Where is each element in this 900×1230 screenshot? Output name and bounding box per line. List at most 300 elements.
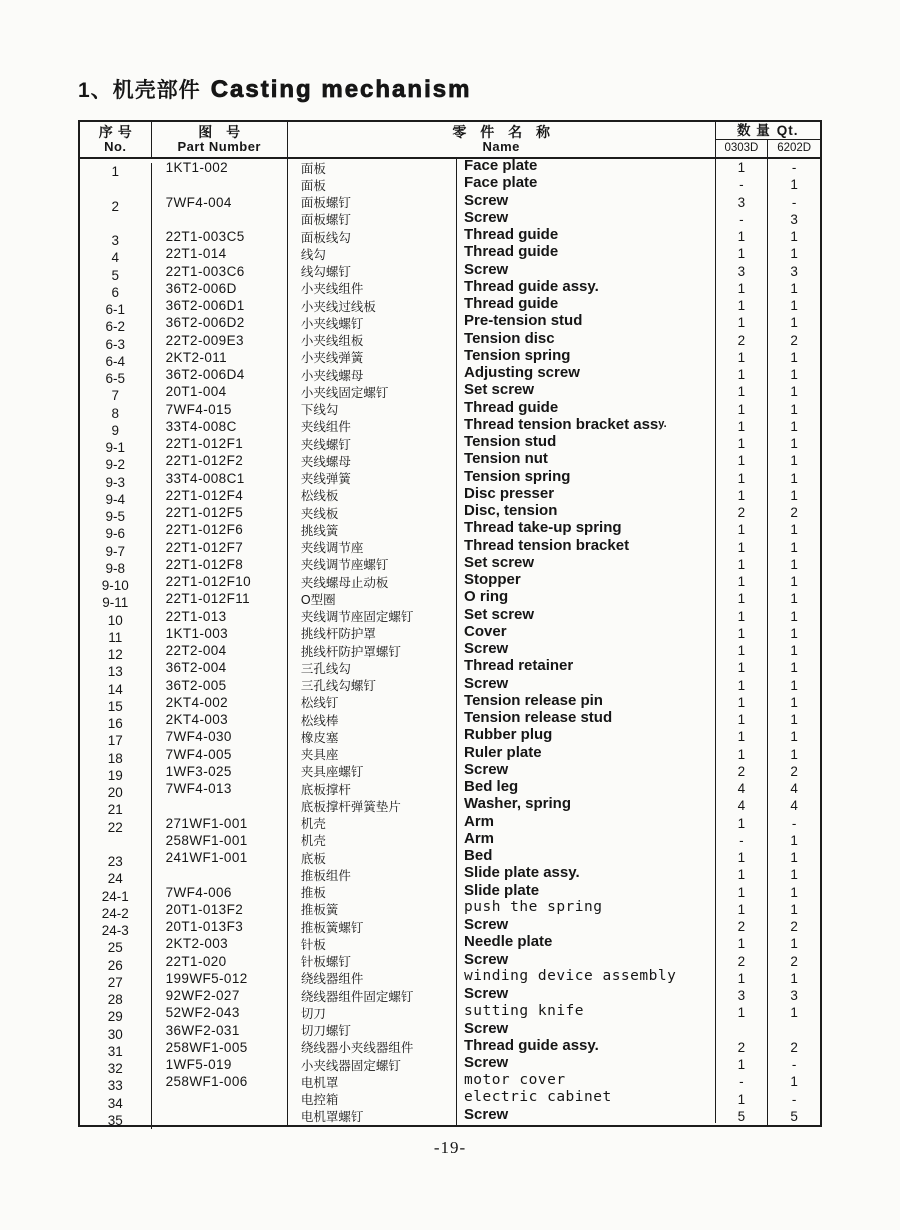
row-part-number	[152, 866, 288, 883]
row-qty-0303d: 1	[716, 556, 769, 573]
row-no: 17	[80, 732, 152, 749]
row-name-en: Tension disc	[457, 330, 716, 347]
row-no: 23	[80, 853, 152, 870]
header-quantity	[716, 122, 820, 157]
row-name-en: Thread guide	[457, 226, 716, 243]
table-row	[80, 1105, 820, 1128]
row-part-number: 258WF1-005	[152, 1039, 288, 1056]
header-part-en: Part Number	[177, 139, 261, 155]
row-no: 5	[80, 267, 152, 284]
row-qty-6202d: 1	[790, 556, 798, 572]
row-name-en: Washer, spring	[457, 795, 716, 812]
header-no	[80, 122, 152, 157]
row-qty-0303d: 1	[716, 728, 769, 745]
row-no: 14	[80, 681, 152, 698]
row-part-number: 22T1-012F2	[152, 452, 288, 469]
row-no: 9-7	[80, 543, 152, 560]
row-qty-6202d: 1	[790, 884, 798, 900]
row-qty-6202d: 1	[790, 436, 798, 452]
row-part-number: 36T2-006D1	[152, 297, 288, 314]
row-qty-0303d: 1	[716, 245, 769, 262]
row-qty-6202d: 1	[790, 712, 798, 728]
row-part-number: 20T1-013F2	[152, 901, 288, 918]
row-qty-0303d: 1	[716, 159, 769, 176]
row-part-number: 20T1-004	[152, 383, 288, 400]
row-qty-0303d: 1	[716, 711, 769, 728]
row-qty-0303d: 4	[716, 797, 769, 814]
row-no: 9	[80, 422, 152, 439]
row-no: 30	[80, 1026, 152, 1043]
row-name-cn: 挑线杆防护罩螺钉	[288, 642, 457, 659]
row-no: 24-3	[80, 922, 152, 939]
row-no: 34	[80, 1095, 152, 1112]
row-no: 22	[80, 819, 152, 836]
row-name-en: Thread take-up spring	[457, 519, 716, 536]
row-name-en: Face plate	[457, 157, 716, 174]
row-qty-0303d: 1	[716, 418, 769, 435]
row-name-en: Face plate	[457, 174, 716, 191]
row-part-number: 199WF5-012	[152, 970, 288, 987]
row-no: 1	[80, 163, 152, 180]
row-name-cn: 小夹线器固定螺钉	[288, 1056, 457, 1073]
row-qty-6202d: 1	[790, 746, 798, 762]
row-name-en: Screw	[457, 1020, 716, 1037]
row-name-cn: 推板簧螺钉	[288, 918, 457, 935]
row-name-cn: 底板撑杆弹簧垫片	[288, 797, 457, 814]
row-qty-0303d: 5	[716, 1108, 769, 1125]
row-part-number: 22T1-012F11	[152, 590, 288, 607]
row-qty-6202d: 1	[790, 591, 798, 607]
row-no: 24	[80, 870, 152, 887]
row-qty-6202d: -	[791, 194, 797, 210]
row-qty-0303d: 1	[716, 1091, 769, 1108]
header-part-cn: 图 号	[198, 123, 246, 140]
row-qty-6202d: 1	[790, 901, 798, 917]
row-qty-0303d: 1	[716, 815, 769, 832]
row-qty-0303d: -	[716, 176, 769, 193]
row-name-en: Rubber plug	[457, 726, 716, 743]
row-no: 9-11	[80, 594, 152, 611]
row-name-en: Tension release pin	[457, 692, 716, 709]
row-no: 27	[80, 974, 152, 991]
row-qty-0303d: 1	[716, 1056, 769, 1073]
page-title	[78, 74, 471, 104]
row-part-number: 36T2-005	[152, 677, 288, 694]
row-name-cn: 夹线螺母止动板	[288, 573, 457, 590]
row-qty-0303d: 1	[716, 401, 769, 418]
row-qty-0303d: 1	[716, 642, 769, 659]
page-title-cn: 1、机壳部件	[78, 79, 201, 102]
row-qty-6202d: -	[791, 160, 797, 176]
row-no: 28	[80, 991, 152, 1008]
row-no: 9-10	[80, 577, 152, 594]
qty-subheader-6202d: 6202D	[777, 141, 812, 154]
row-qty-0303d: 1	[716, 1004, 769, 1021]
row-name-en: O ring	[457, 588, 716, 605]
row-name-cn: 底板撑杆	[288, 780, 457, 797]
row-name-cn: 小夹线组件	[288, 280, 457, 297]
row-name-en: Thread guide	[457, 295, 716, 312]
row-qty-6202d: 1	[790, 625, 798, 641]
row-qty-0303d: 1	[716, 539, 769, 556]
row-qty-0303d: 1	[716, 452, 769, 469]
row-part-number: 1KT1-003	[152, 625, 288, 642]
row-name-cn: 小夹线螺母	[288, 366, 457, 383]
row-name-cn: 推板簧	[288, 901, 457, 918]
row-qty-0303d: 1	[716, 280, 769, 297]
row-qty-0303d: 1	[716, 625, 769, 642]
row-qty-0303d: 1	[716, 228, 769, 245]
row-qty-0303d: 2	[716, 918, 769, 935]
row-name-cn: 三孔线勾	[288, 659, 457, 676]
row-qty-6202d: 5	[790, 1108, 798, 1124]
row-no: 4	[80, 249, 152, 266]
row-qty-0303d: -	[716, 832, 769, 849]
row-part-number: 7WF4-006	[152, 884, 288, 901]
row-name-cn: 线勾螺钉	[288, 263, 457, 280]
row-qty-6202d: 3	[790, 263, 798, 279]
row-no: 35	[80, 1112, 152, 1129]
row-qty-0303d	[716, 1022, 769, 1039]
row-part-number: 20T1-013F3	[152, 918, 288, 935]
row-name-en: Thread retainer	[457, 657, 716, 674]
row-name-cn: 绕线器组件	[288, 970, 457, 987]
row-part-number	[152, 211, 288, 228]
row-part-number: 271WF1-001	[152, 815, 288, 832]
row-qty-0303d: -	[716, 1073, 769, 1090]
row-name-en: Screw	[457, 1106, 716, 1123]
row-name-en: Slide plate assy.	[457, 864, 716, 881]
row-no: 9-4	[80, 491, 152, 508]
row-name-cn: 面板螺钉	[288, 194, 457, 211]
row-part-number: 2KT4-002	[152, 694, 288, 711]
header-name-cn: 零 件 名 称	[452, 123, 556, 140]
row-name-en: winding device assembly	[457, 968, 716, 985]
row-qty-6202d: 2	[790, 1039, 798, 1055]
row-name-cn: 夹线螺钉	[288, 435, 457, 452]
row-part-number: 33T4-008C	[152, 418, 288, 435]
row-part-number: 52WF2-043	[152, 1004, 288, 1021]
row-qty-6202d: 1	[790, 608, 798, 624]
row-qty-6202d: -	[791, 815, 797, 831]
row-name-en: Adjusting screw	[457, 364, 716, 381]
row-no: 6-5	[80, 370, 152, 387]
row-name-cn: 切刀螺钉	[288, 1022, 457, 1039]
row-name-cn: 小夹线固定螺钉	[288, 383, 457, 400]
row-name-en: Screw	[457, 1054, 716, 1071]
row-qty-6202d: 1	[790, 1005, 798, 1021]
row-name-en: Thread guide	[457, 399, 716, 416]
row-qty-0303d: 1	[716, 866, 769, 883]
row-name-en: Arm	[457, 830, 716, 847]
row-qty-0303d: 3	[716, 987, 769, 1004]
row-name-cn: 切刀	[288, 1004, 457, 1021]
header-qty-label	[716, 122, 820, 140]
row-part-number: 36WF2-031	[152, 1022, 288, 1039]
row-qty-6202d: 1	[790, 867, 798, 883]
row-part-number: 22T1-003C6	[152, 263, 288, 280]
row-name-cn: 小夹线组板	[288, 332, 457, 349]
row-part-number: 22T2-004	[152, 642, 288, 659]
row-part-number: 22T1-014	[152, 245, 288, 262]
row-name-en: Thread guide assy.	[457, 1037, 716, 1054]
row-qty-0303d: 1	[716, 590, 769, 607]
row-no: 3	[80, 232, 152, 249]
row-name-en: Tension spring	[457, 468, 716, 485]
row-part-number: 7WF4-005	[152, 746, 288, 763]
row-qty-6202d: 1	[790, 418, 798, 434]
row-qty-6202d: 1	[790, 384, 798, 400]
row-name-cn: 夹线调节座	[288, 539, 457, 556]
row-qty-0303d: 1	[716, 487, 769, 504]
row-part-number: 258WF1-001	[152, 832, 288, 849]
row-name-en: Thread guide	[457, 243, 716, 260]
row-name-cn: 小夹线过线板	[288, 297, 457, 314]
row-no: 7	[80, 387, 152, 404]
row-qty-6202d: 1	[790, 522, 798, 538]
row-name-cn: 松线棒	[288, 711, 457, 728]
row-qty-6202d: 1	[790, 729, 798, 745]
row-name-cn: 绕线器小夹线器组件	[288, 1039, 457, 1056]
row-name-en: Screw	[457, 675, 716, 692]
row-qty-0303d: 1	[716, 573, 769, 590]
row-no: 29	[80, 1008, 152, 1025]
row-qty-6202d: 1	[790, 970, 798, 986]
row-name-en: sutting knife	[457, 1002, 716, 1019]
row-qty-0303d: 1	[716, 659, 769, 676]
row-name-en: Thread tension bracket ass y.	[457, 416, 716, 433]
row-qty-6202d: 1	[790, 487, 798, 503]
row-name-cn: 机壳	[288, 832, 457, 849]
row-part-number: 2KT2-003	[152, 935, 288, 952]
header-qty-en: Qt.	[776, 122, 799, 138]
row-qty-0303d: 1	[716, 677, 769, 694]
row-qty-6202d: 1	[790, 177, 798, 193]
row-qty-0303d: 2	[716, 763, 769, 780]
row-qty-0303d: 1	[716, 935, 769, 952]
row-qty-0303d: 1	[716, 608, 769, 625]
row-no: 15	[80, 698, 152, 715]
row-part-number: 22T1-020	[152, 953, 288, 970]
row-part-number: 1WF5-019	[152, 1056, 288, 1073]
row-no: 21	[80, 801, 152, 818]
row-part-number: 2KT4-003	[152, 711, 288, 728]
row-part-number: 1KT1-002	[152, 159, 288, 176]
row-name-en: electric cabinet	[457, 1089, 716, 1106]
row-name-en: Pre-tension stud	[457, 312, 716, 329]
row-name-cn: 电控箱	[288, 1091, 457, 1108]
row-name-en: Disc, tension	[457, 502, 716, 519]
row-part-number: 36T2-004	[152, 659, 288, 676]
row-name-cn: 三孔线勾螺钉	[288, 677, 457, 694]
row-name-en: Screw	[457, 985, 716, 1002]
row-name-cn: 推板	[288, 884, 457, 901]
row-qty-6202d: -	[791, 1057, 797, 1073]
row-qty-0303d: 1	[716, 970, 769, 987]
row-qty-0303d: 1	[716, 521, 769, 538]
row-no: 18	[80, 750, 152, 767]
row-part-number: 258WF1-006	[152, 1073, 288, 1090]
row-part-number: 2KT2-011	[152, 349, 288, 366]
header-part-number	[152, 122, 288, 157]
row-name-cn: 挑线杆防护罩	[288, 625, 457, 642]
row-no: 2	[80, 198, 152, 215]
qty-subheader-0303d: 0303D	[716, 140, 769, 157]
row-qty-0303d: 2	[716, 332, 769, 349]
row-no: 6	[80, 284, 152, 301]
row-no: 9-2	[80, 456, 152, 473]
row-part-number: 36T2-006D	[152, 280, 288, 297]
row-qty-6202d: 3	[790, 211, 798, 227]
row-no: 24-1	[80, 888, 152, 905]
row-name-en: Screw	[457, 640, 716, 657]
row-qty-0303d: 1	[716, 470, 769, 487]
row-qty-6202d: 1	[790, 660, 798, 676]
row-name-en: push the spring	[457, 899, 716, 916]
row-no: 11	[80, 629, 152, 646]
row-name-en: Screw	[457, 761, 716, 778]
row-no	[80, 836, 152, 853]
parts-table	[78, 120, 822, 1127]
row-no: 9-5	[80, 508, 152, 525]
row-qty-6202d: 1	[790, 367, 798, 383]
row-qty-6202d: 1	[790, 470, 798, 486]
row-qty-0303d: 3	[716, 194, 769, 211]
row-qty-6202d	[768, 1022, 820, 1039]
row-name-en: Arm	[457, 813, 716, 830]
row-name-cn: 面板	[288, 159, 457, 176]
header-qty-models	[716, 140, 820, 157]
row-qty-6202d: 1	[790, 229, 798, 245]
row-part-number: 22T1-012F8	[152, 556, 288, 573]
row-no: 9-8	[80, 560, 152, 577]
row-no: 9-6	[80, 525, 152, 542]
row-no: 6-1	[80, 301, 152, 318]
row-qty-6202d: 1	[790, 574, 798, 590]
row-qty-0303d: 4	[716, 780, 769, 797]
row-name-cn: 挑线簧	[288, 521, 457, 538]
row-no: 6-3	[80, 336, 152, 353]
row-name-cn: 面板线勾	[288, 228, 457, 245]
row-no: 6-4	[80, 353, 152, 370]
row-qty-6202d: 1	[790, 315, 798, 331]
row-name-cn: 电机罩	[288, 1073, 457, 1090]
row-qty-6202d: 1	[790, 401, 798, 417]
row-part-number: 22T1-012F4	[152, 487, 288, 504]
row-qty-6202d: 4	[790, 798, 798, 814]
row-qty-0303d: 2	[716, 953, 769, 970]
row-name-cn: 面板螺钉	[288, 211, 457, 228]
row-qty-0303d: 1	[716, 383, 769, 400]
row-name-en: Needle plate	[457, 933, 716, 950]
row-part-number: 92WF2-027	[152, 987, 288, 1004]
row-qty-0303d: 1	[716, 849, 769, 866]
row-name-en: Disc presser	[457, 485, 716, 502]
row-name-cn: O型圈	[288, 590, 457, 607]
row-part-number	[152, 1091, 288, 1108]
row-name-cn: 橡皮塞	[288, 728, 457, 745]
row-name-en: Set screw	[457, 606, 716, 623]
row-no	[80, 180, 152, 197]
row-qty-6202d: 1	[790, 280, 798, 296]
row-name-cn: 面板	[288, 176, 457, 193]
row-name-en: Screw	[457, 209, 716, 226]
row-no: 31	[80, 1043, 152, 1060]
row-name-cn: 夹线调节座固定螺钉	[288, 608, 457, 625]
page-number: -19-	[433, 1138, 467, 1157]
row-name-cn: 夹线螺母	[288, 452, 457, 469]
row-no: 12	[80, 646, 152, 663]
row-name-cn: 针板螺钉	[288, 953, 457, 970]
row-name-en: motor cover	[457, 1071, 716, 1088]
row-no: 6-2	[80, 318, 152, 335]
row-name-cn: 夹线组件	[288, 418, 457, 435]
row-no: 25	[80, 939, 152, 956]
row-qty-6202d: 1	[790, 539, 798, 555]
row-name-cn: 线勾	[288, 245, 457, 262]
row-name-en: Cover	[457, 623, 716, 640]
row-no: 19	[80, 767, 152, 784]
row-qty-6202d: 2	[790, 763, 798, 779]
row-part-number: 241WF1-001	[152, 849, 288, 866]
row-no: 16	[80, 715, 152, 732]
row-name-cn: 夹线弹簧	[288, 470, 457, 487]
row-name-cn: 夹具座	[288, 746, 457, 763]
row-name-en: Tension stud	[457, 433, 716, 450]
row-qty-6202d: 1	[790, 298, 798, 314]
header-no-en: No.	[104, 139, 127, 155]
row-name-cn: 松线板	[288, 487, 457, 504]
row-name-en: Screw	[457, 261, 716, 278]
row-no: 20	[80, 784, 152, 801]
row-part-number: 36T2-006D2	[152, 314, 288, 331]
row-qty-0303d: -	[716, 211, 769, 228]
header-qty-cn: 数 量	[737, 122, 771, 138]
row-qty-0303d: 1	[716, 694, 769, 711]
row-no: 24-2	[80, 905, 152, 922]
row-qty-6202d: 1	[790, 677, 798, 693]
row-name-en: Bed	[457, 847, 716, 864]
row-name-cn: 绕线器组件固定螺钉	[288, 987, 457, 1004]
row-name-en: Thread guide assy.	[457, 278, 716, 295]
row-name-cn: 机壳	[288, 815, 457, 832]
row-qty-6202d: 1	[790, 349, 798, 365]
row-qty-6202d: 2	[790, 953, 798, 969]
row-part-number: 7WF4-004	[152, 194, 288, 211]
page-title-en: Casting mechanism	[210, 76, 472, 103]
row-name-en: Thread tension bracket	[457, 537, 716, 554]
header-no-cn: 序号	[98, 123, 137, 140]
row-name-cn: 夹线调节座螺钉	[288, 556, 457, 573]
row-name-en: Slide plate	[457, 882, 716, 899]
row-part-number: 22T1-012F10	[152, 573, 288, 590]
row-part-number: 1WF3-025	[152, 763, 288, 780]
row-name-en: Set screw	[457, 381, 716, 398]
row-qty-6202d: 3	[790, 988, 798, 1004]
row-qty-6202d: -	[791, 1091, 797, 1107]
row-no: 8	[80, 405, 152, 422]
row-qty-6202d: 1	[790, 936, 798, 952]
row-qty-0303d: 3	[716, 263, 769, 280]
row-no: 13	[80, 663, 152, 680]
row-no: 9-3	[80, 474, 152, 491]
row-part-number: 22T1-012F6	[152, 521, 288, 538]
row-name-en: Ruler plate	[457, 744, 716, 761]
row-qty-0303d: 2	[716, 1039, 769, 1056]
row-qty-0303d: 1	[716, 366, 769, 383]
row-qty-0303d: 1	[716, 884, 769, 901]
row-part-number	[152, 176, 288, 193]
